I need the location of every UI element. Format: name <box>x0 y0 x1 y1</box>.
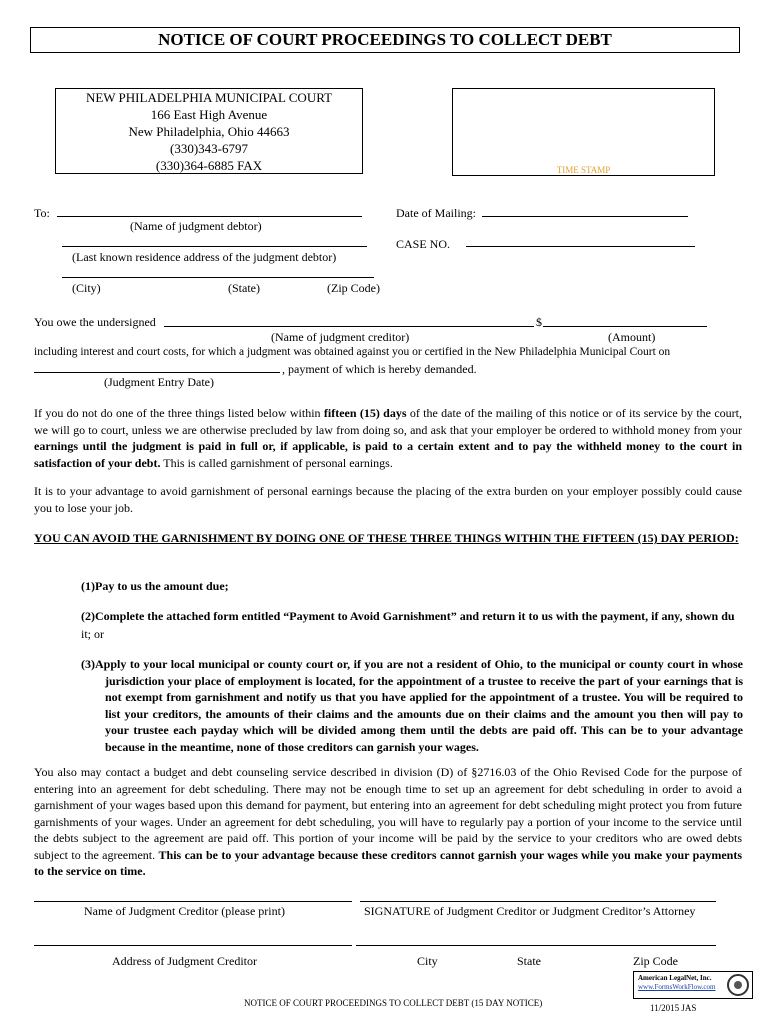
court-city: New Philadelphia, Ohio 44663 <box>128 124 290 139</box>
revision-date: 11/2015 JAS <box>650 1003 697 1013</box>
p1-bold-earnings: earnings until the judgment is paid in full or, if applicable, is paid to a certain extent and to pay the withheld money to the court in satisfaction of your debt. <box>34 439 742 470</box>
time-stamp-box <box>452 88 715 176</box>
to-label: To: <box>34 206 50 220</box>
zip-caption: (Zip Code) <box>327 281 380 295</box>
court-name: NEW PHILADELPHIA MUNICIPAL COURT <box>85 90 333 105</box>
court-fax: (330)364-6885 FAX <box>155 158 263 173</box>
logo-brand: American LegalNet, Inc. <box>638 974 712 982</box>
p1-text-b: of the date of the mailing of this notice or of its service by the court, we will go to court, unless we are otherwise precluded by law from doing so, and ask that your employer be ordered to withhold money from your <box>34 406 742 437</box>
court-phone: (330)343-6797 <box>170 141 248 156</box>
time-stamp-label: TIME STAMP <box>556 165 611 175</box>
entry-date-caption: (Judgment Entry Date) <box>104 375 214 389</box>
p3-bold-text: This can be to your advantage because these creditors cannot garnish your wages while you make your payments to the service on time. <box>34 847 743 878</box>
option-3: (3)Apply to your local municipal or county court or, if you are not a resident of Ohio, to the municipal or county court in whose jurisdiction your place of employment is located, for the appointment of a trustee to receive the part of your earnings that is not exempt from garnishment and notify us that you have applied for the appointment of a trustee. You will be required to list your creditors, the amounts of their claims and the amounts due on their claims and the amount you then will pay to your trustee each payday which will be divided among them until the debts are paid off. This can be to your advantage because in the meantime, none of those creditors can garnish your wages. <box>81 657 743 754</box>
p1-text-a: If you do not do one of the three things listed below within <box>34 406 324 420</box>
address-caption: (Last known residence address of the judgment debtor) <box>72 250 337 264</box>
legalnet-logo <box>633 971 753 999</box>
signature-zip-caption: Zip Code <box>633 954 678 968</box>
city-state-zip-signature-field[interactable] <box>356 945 716 946</box>
logo-url[interactable]: www.FormsWorkFlow.com <box>638 983 716 991</box>
including-text: including interest and court costs, for which a judgment was obtained against you or certified in the New Philadelphia Municipal Court on <box>34 346 671 358</box>
globe-icon <box>727 974 749 996</box>
amount-field[interactable] <box>543 326 707 327</box>
dollar-sign: $ <box>536 315 542 329</box>
creditor-name-caption: Name of Judgment Creditor (please print) <box>84 904 285 918</box>
option-1: (1)Pay to us the amount due; <box>81 579 229 593</box>
footer-form-title: NOTICE OF COURT PROCEEDINGS TO COLLECT DEBT (15 DAY NOTICE) <box>244 998 543 1008</box>
creditor-name-field[interactable] <box>164 326 534 327</box>
payment-demanded-text: , payment of which is hereby demanded. <box>282 362 477 376</box>
option-2: (2)Complete the attached form entitled “Payment to Avoid Garnishment” and return it to us with the payment, if any, shown du <box>81 609 735 623</box>
p1-bold-days: fifteen (15) days <box>323 406 407 420</box>
court-address-box <box>55 88 363 174</box>
date-of-mailing-field[interactable] <box>482 216 688 217</box>
debtor-address-field[interactable] <box>62 246 367 247</box>
court-street: 166 East High Avenue <box>150 107 268 122</box>
creditor-caption: (Name of judgment creditor) <box>271 330 410 344</box>
city-state-zip-field[interactable] <box>62 277 374 278</box>
judgment-entry-date-field[interactable] <box>34 372 280 373</box>
debt-counseling-paragraph <box>34 764 742 880</box>
advantage-paragraph: It is to your advantage to avoid garnishment of personal earnings because the placing of the extra burden on your employer possibly could cause you to lose your job. <box>34 484 742 515</box>
option-2-continued: it; or <box>81 627 104 641</box>
signature-caption: SIGNATURE of Judgment Creditor or Judgment Creditor’s Attorney <box>364 904 696 918</box>
creditor-address-caption: Address of Judgment Creditor <box>112 954 257 968</box>
debtor-caption: (Name of judgment debtor) <box>130 219 262 233</box>
creditor-address-field[interactable] <box>34 945 352 946</box>
amount-caption: (Amount) <box>608 330 656 344</box>
garnishment-paragraph <box>34 405 742 471</box>
state-caption: (State) <box>228 281 260 295</box>
date-of-mailing-label: Date of Mailing: <box>396 206 476 220</box>
creditor-name-print-field[interactable] <box>34 901 352 902</box>
case-no-field[interactable] <box>466 246 695 247</box>
p3-text: You also may contact a budget and debt counseling service described in division (D) of §2716.03 of the Ohio Revised Code for the purpose of entering into an agreement for debt scheduling. There may not be enough time to set up an agreement for debt scheduling in order to avoid a garnishment of your wages based upon this demand for payment, but entering into an agreement for debt scheduling might protect you from future garnishments of your wages. Under an agreement for debt scheduling, you will have to regularly pay a portion of your income to the service until the debts subject to the agreement are paid off. This portion of your income will be paid by the service to your creditors who are owed debts subject to the agreement. <box>34 765 742 862</box>
you-owe-label: You owe the undersigned <box>34 315 156 329</box>
city-caption: (City) <box>72 281 101 295</box>
avoid-garnishment-heading: YOU CAN AVOID THE GARNISHMENT BY DOING ONE OF THESE THREE THINGS WITHIN THE FIFTEEN (15) DAY PERIOD: <box>34 531 739 545</box>
debtor-name-field[interactable] <box>57 216 362 217</box>
signature-state-caption: State <box>517 954 541 968</box>
case-no-label: CASE NO. <box>396 237 451 251</box>
document-title: NOTICE OF COURT PROCEEDINGS TO COLLECT DEBT <box>30 27 740 53</box>
p1-text-c: This is called garnishment of personal earnings. <box>160 455 393 470</box>
signature-city-caption: City <box>417 954 438 968</box>
signature-field[interactable] <box>360 901 716 902</box>
